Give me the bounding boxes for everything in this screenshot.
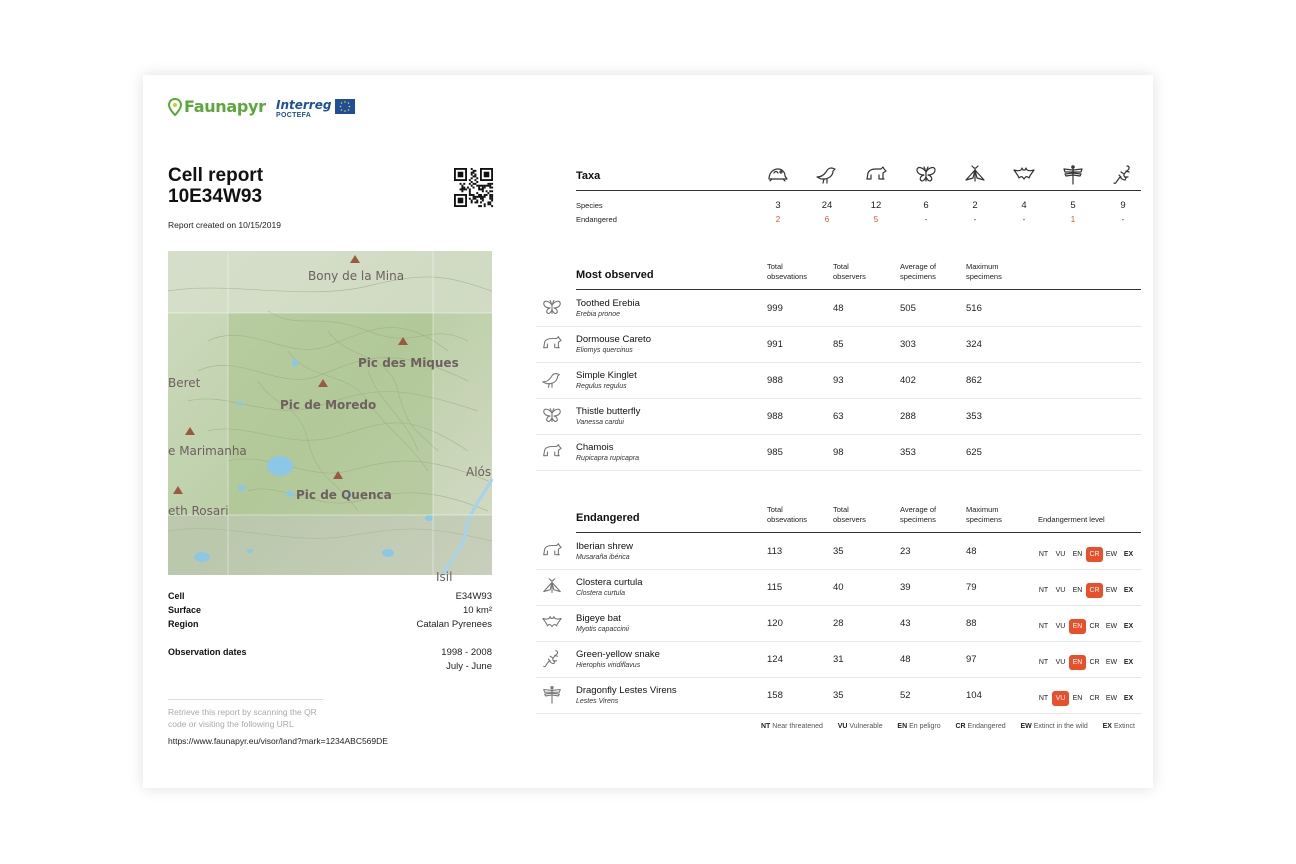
table-row[interactable] xyxy=(536,434,1141,470)
mammal-icon xyxy=(541,441,563,468)
maximum-specimens: 862 xyxy=(966,375,982,386)
species-scientific-name: Lestes Virens xyxy=(576,698,619,705)
level-ew: EW xyxy=(1105,695,1118,702)
total-observers: 85 xyxy=(833,339,844,350)
endangerment-legend xyxy=(761,723,1135,730)
species-scientific-name: Erebia pronoe xyxy=(576,311,620,318)
table-row[interactable] xyxy=(536,326,1141,362)
taxa-rule xyxy=(576,190,1141,191)
taxa-species-count: 24 xyxy=(821,200,833,211)
total-observers: 93 xyxy=(833,375,844,386)
total-observations: 113 xyxy=(767,546,783,557)
taxa-endangered-count: - xyxy=(1022,215,1026,224)
level-vu: VU xyxy=(1055,623,1066,630)
legend-code: CR xyxy=(955,723,966,730)
total-observers: 35 xyxy=(833,690,844,701)
moth-icon xyxy=(541,576,563,603)
total-observers: 35 xyxy=(833,546,844,557)
total-observers: 48 xyxy=(833,303,844,314)
species-scientific-name: Vanessa cardui xyxy=(576,419,624,426)
bird-icon xyxy=(541,369,563,396)
legend-item xyxy=(897,723,940,730)
level-cr: CR xyxy=(1089,659,1100,666)
legend-text: Extinct in the wild xyxy=(1033,723,1088,730)
level-cr: CR xyxy=(1086,583,1103,598)
brand-name: Faunapyr xyxy=(184,97,266,116)
map-label: Pic de Moredo xyxy=(280,398,377,412)
average-specimens: 23 xyxy=(900,546,911,557)
endangered-title: Endangered xyxy=(576,512,640,524)
eu-flag-icon xyxy=(335,99,355,114)
total-observers: 63 xyxy=(833,411,844,422)
total-observations: 985 xyxy=(767,447,783,458)
average-specimens: 303 xyxy=(900,339,916,350)
average-specimens: 402 xyxy=(900,375,916,386)
divider xyxy=(168,699,323,700)
report-title-line2: 10E34W93 xyxy=(168,186,263,207)
total-observers: 40 xyxy=(833,582,844,593)
average-specimens: 39 xyxy=(900,582,911,593)
legend-text: Extinct xyxy=(1113,723,1135,730)
table-row[interactable] xyxy=(536,533,1141,569)
species-scientific-name: Clostera curtula xyxy=(576,590,626,597)
species-scientific-name: Eliomys quercinus xyxy=(576,347,633,354)
taxa-species-count: 2 xyxy=(972,200,978,211)
surface-label: Surface xyxy=(168,605,202,615)
col-total-observers: Total observers xyxy=(833,262,866,281)
taxa-endangered-count: 5 xyxy=(873,215,879,224)
col-total-observations: Total obsevations xyxy=(767,505,808,524)
legend-item xyxy=(1103,723,1135,730)
species-common-name: Iberian shrew xyxy=(576,541,634,552)
map-label: Bony de la Mina xyxy=(308,269,405,283)
map-label: Pic des Miques xyxy=(358,356,459,370)
bat-icon xyxy=(1012,163,1036,192)
level-cr: CR xyxy=(1089,623,1100,630)
cell-label: Cell xyxy=(168,591,185,601)
report-created: Report created on 10/15/2019 xyxy=(168,220,281,230)
species-cell xyxy=(576,334,651,354)
total-observations: 124 xyxy=(767,654,783,665)
level-ex: EX xyxy=(1123,623,1134,630)
level-nt: NT xyxy=(1038,695,1049,702)
legend-item xyxy=(761,723,823,730)
lizard-icon xyxy=(1111,163,1135,192)
table-row[interactable] xyxy=(536,641,1141,677)
most-observed-title: Most observed xyxy=(576,269,654,281)
maximum-specimens: 104 xyxy=(966,690,982,701)
map-label: Pic de Quenca xyxy=(296,488,392,502)
legend-item xyxy=(1021,723,1088,730)
species-common-name: Dormouse Careto xyxy=(576,334,651,345)
endangerment-level xyxy=(1035,615,1137,634)
legend-item xyxy=(838,723,883,730)
level-en: EN xyxy=(1072,551,1083,558)
legend-item xyxy=(955,723,1005,730)
report-title xyxy=(168,165,263,207)
retrieve-line1: Retrieve this report by scanning the QR xyxy=(168,707,317,717)
dates-label: Observation dates xyxy=(168,647,247,657)
species-common-name: Chamois xyxy=(576,442,614,453)
legend-code: EX xyxy=(1102,723,1112,730)
legend-text: Endangered xyxy=(967,723,1006,730)
mammal-icon xyxy=(541,540,563,567)
level-cr: CR xyxy=(1089,695,1100,702)
total-observers: 28 xyxy=(833,618,844,629)
total-observations: 999 xyxy=(767,303,783,314)
species-common-name: Toothed Erebia xyxy=(576,298,640,309)
species-scientific-name: Myotis capaccinii xyxy=(576,626,629,633)
total-observers: 98 xyxy=(833,447,844,458)
retrieve-line2: code or visiting the following URL xyxy=(168,719,294,729)
level-vu: VU xyxy=(1055,587,1066,594)
level-ew: EW xyxy=(1105,587,1118,594)
endangerment-level xyxy=(1035,651,1137,670)
total-observations: 988 xyxy=(767,375,783,386)
map-label: eth Rosari xyxy=(168,504,229,518)
taxa-endangered-count: 6 xyxy=(824,215,830,224)
map-label: Beret xyxy=(168,376,201,390)
report-sheet xyxy=(143,75,1153,788)
total-observations: 120 xyxy=(767,618,783,629)
region-label: Region xyxy=(168,619,199,629)
col-total-observations: Total obsevations xyxy=(767,262,808,281)
species-cell xyxy=(576,442,639,462)
species-common-name: Clostera curtula xyxy=(576,577,643,588)
species-label: Species xyxy=(576,201,603,210)
legend-code: NT xyxy=(761,723,771,730)
level-nt: NT xyxy=(1038,587,1049,594)
level-vu: VU xyxy=(1055,551,1066,558)
retrieve-text xyxy=(168,706,317,730)
frog-icon xyxy=(766,163,790,192)
endangerment-level xyxy=(1035,543,1137,562)
legend-text: En peligro xyxy=(909,723,941,730)
taxa-species-count: 12 xyxy=(870,200,882,211)
dragonfly-icon xyxy=(1061,163,1085,192)
moth-icon xyxy=(963,163,987,192)
butterfly-icon xyxy=(914,163,938,192)
legend-text: Vulnerable xyxy=(849,723,883,730)
poctefa-name: POCTEFA xyxy=(276,112,312,119)
col-maximum-specimens: Maximum specimens xyxy=(966,505,1002,524)
total-observations: 988 xyxy=(767,411,783,422)
table-row[interactable] xyxy=(536,290,1141,326)
table-row[interactable] xyxy=(536,398,1141,434)
species-common-name: Bigeye bat xyxy=(576,613,621,624)
level-en: EN xyxy=(1072,695,1083,702)
species-scientific-name: Musaraña ibérica xyxy=(576,554,630,561)
level-nt: NT xyxy=(1038,551,1049,558)
taxa-species-count: 6 xyxy=(923,200,929,211)
level-en: EN xyxy=(1069,619,1086,634)
species-cell xyxy=(576,577,643,597)
butterfly-icon xyxy=(541,405,563,432)
dates-value-months: July - June xyxy=(446,661,492,672)
average-specimens: 48 xyxy=(900,654,911,665)
species-common-name: Thistle butterfly xyxy=(576,406,641,417)
average-specimens: 505 xyxy=(900,303,916,314)
dates-value-years: 1998 - 2008 xyxy=(441,647,492,658)
maximum-specimens: 353 xyxy=(966,411,982,422)
level-ex: EX xyxy=(1123,587,1134,594)
bat-icon xyxy=(541,612,563,639)
level-en: EN xyxy=(1072,587,1083,594)
legend-text: Near threatened xyxy=(772,723,823,730)
level-ex: EX xyxy=(1123,551,1134,558)
species-cell xyxy=(576,298,640,318)
report-title-line1: Cell report xyxy=(168,165,264,186)
maximum-specimens: 48 xyxy=(966,546,977,557)
legend-code: EW xyxy=(1020,723,1032,730)
level-ew: EW xyxy=(1105,623,1118,630)
bird-icon xyxy=(815,163,839,192)
endangered-label: Endangered xyxy=(576,215,617,224)
level-ew: EW xyxy=(1105,551,1118,558)
level-en: EN xyxy=(1069,655,1086,670)
taxa-endangered-count: - xyxy=(973,215,977,224)
qr-code[interactable] xyxy=(454,168,493,207)
legend-code: VU xyxy=(837,723,848,730)
taxa-endangered-count: - xyxy=(924,215,928,224)
map[interactable] xyxy=(168,251,492,584)
species-common-name: Dragonfly Lestes Virens xyxy=(576,685,677,696)
species-scientific-name: Regulus regulus xyxy=(576,383,627,390)
maximum-specimens: 97 xyxy=(966,654,977,665)
level-ex: EX xyxy=(1123,695,1134,702)
level-cr: CR xyxy=(1086,547,1103,562)
row-divider xyxy=(536,470,1141,471)
level-vu: VU xyxy=(1052,691,1069,706)
row-divider xyxy=(536,713,1141,714)
taxa-endangered-count: - xyxy=(1121,215,1125,224)
surface-value: 10 km² xyxy=(462,605,492,616)
legend-code: EN xyxy=(897,723,908,730)
mammal-icon xyxy=(864,163,888,192)
table-row[interactable] xyxy=(536,362,1141,398)
taxa-species-count: 9 xyxy=(1120,200,1126,211)
lizard-icon xyxy=(541,648,563,675)
total-observations: 158 xyxy=(767,690,783,701)
species-cell xyxy=(576,406,640,426)
faunapyr-logo xyxy=(168,97,266,116)
species-scientific-name: Rupicapra rupicapra xyxy=(576,455,640,462)
species-common-name: Simple Kinglet xyxy=(576,370,637,381)
species-common-name: Green-yellow snake xyxy=(576,649,660,660)
species-cell xyxy=(576,685,677,705)
maximum-specimens: 88 xyxy=(966,618,977,629)
species-scientific-name: Hierophis viridiflavus xyxy=(576,662,641,669)
total-observations: 115 xyxy=(767,582,783,593)
species-cell xyxy=(576,649,660,669)
butterfly-icon xyxy=(541,297,563,324)
location-pin-icon xyxy=(168,98,182,116)
total-observers: 31 xyxy=(833,654,844,665)
col-endangerment-level: Endangerment level xyxy=(1038,515,1105,524)
interreg-logo xyxy=(276,98,331,119)
col-maximum-specimens: Maximum specimens xyxy=(966,262,1002,281)
endangerment-level xyxy=(1035,579,1137,598)
col-average-specimens: Average of specimens xyxy=(900,505,937,524)
maximum-specimens: 625 xyxy=(966,447,982,458)
col-total-observers: Total observers xyxy=(833,505,866,524)
species-cell xyxy=(576,541,633,561)
level-nt: NT xyxy=(1038,623,1049,630)
table-row[interactable] xyxy=(536,677,1141,713)
average-specimens: 52 xyxy=(900,690,911,701)
mammal-icon xyxy=(541,333,563,360)
maximum-specimens: 324 xyxy=(966,339,982,350)
species-cell xyxy=(576,370,637,390)
average-specimens: 43 xyxy=(900,618,911,629)
level-ex: EX xyxy=(1123,659,1134,666)
total-observations: 991 xyxy=(767,339,783,350)
table-row[interactable] xyxy=(536,605,1141,641)
endangerment-level xyxy=(1035,687,1137,706)
maximum-specimens: 516 xyxy=(966,303,982,314)
report-url[interactable]: https://www.faunapyr.eu/visor/land?mark=1234ABC569DE xyxy=(168,736,388,746)
table-row[interactable] xyxy=(536,569,1141,605)
cell-value: E34W93 xyxy=(455,591,492,602)
level-vu: VU xyxy=(1055,659,1066,666)
taxa-title: Taxa xyxy=(576,170,601,182)
average-specimens: 288 xyxy=(900,411,916,422)
taxa-endangered-count: 1 xyxy=(1070,215,1076,224)
map-label: Alós xyxy=(466,465,492,479)
average-specimens: 353 xyxy=(900,447,916,458)
interreg-name: Interreg xyxy=(276,98,332,112)
taxa-endangered-count: 2 xyxy=(775,215,781,224)
taxa-species-count: 3 xyxy=(775,200,781,211)
region-value: Catalan Pyrenees xyxy=(416,619,492,630)
level-nt: NT xyxy=(1038,659,1049,666)
maximum-specimens: 79 xyxy=(966,582,977,593)
taxa-species-count: 5 xyxy=(1070,200,1076,211)
map-label: Isil xyxy=(436,570,453,584)
map-canvas xyxy=(168,251,492,584)
species-cell xyxy=(576,613,629,633)
dragonfly-icon xyxy=(541,684,563,711)
taxa-species-count: 4 xyxy=(1021,200,1027,211)
col-average-specimens: Average of specimens xyxy=(900,262,937,281)
level-ew: EW xyxy=(1105,659,1118,666)
map-label: e Marimanha xyxy=(168,444,247,458)
